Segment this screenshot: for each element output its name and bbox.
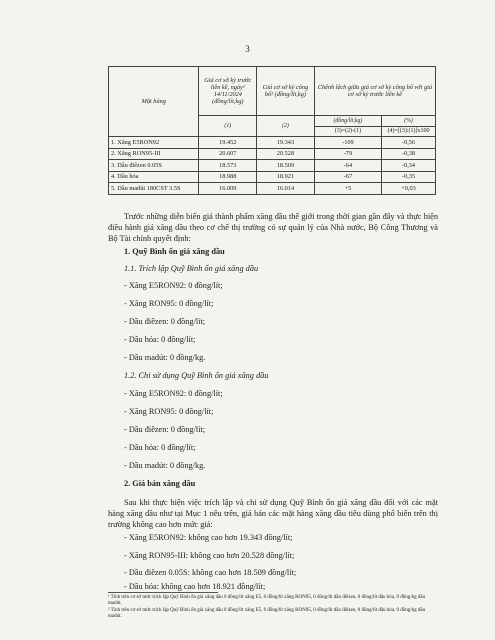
section-1-1-title: 1.1. Trích lập Quỹ Bình ổn giá xăng dầu [124, 264, 259, 273]
row-prev: 16.009 [199, 183, 257, 195]
row-curr: 19.343 [257, 137, 315, 149]
row-diff: -67 [314, 171, 381, 183]
footnotes [108, 595, 438, 621]
row-pct: -0,56 [382, 137, 436, 149]
list-item: - Dầu hỏa: 0 đồng/lít; [124, 443, 196, 452]
list-item: - Dầu hỏa: không cao hơn 18.921 đồng/lít; [124, 582, 266, 591]
row-curr: 18.921 [257, 171, 315, 183]
row-name: 2. Xăng RON95-III [109, 148, 199, 160]
row-prev: 20.607 [199, 148, 257, 160]
section-2-paragraph: Sau khi thực hiện việc trích lập và chi sử dụng Quỹ Bình ổn giá xăng dầu đối với các mặt hàng xăng dầu như tại Mục 1 nêu trên, giá bán các mặt hàng xăng dầu tiêu dùng phổ biến trên thị trường không cao hơn mức giá: [108, 498, 438, 529]
list-item: - Xăng RON95-III: không cao hơn 20.528 đồng/lít; [124, 551, 295, 560]
row-name: 5. Dầu madút 180CST 3.5S [109, 183, 199, 195]
row-curr: 16.014 [257, 183, 315, 195]
list-item: - Xăng E5RON92: 0 đồng/lít; [124, 389, 223, 398]
col-index-4: (4)=[(3):(1)]x100 [382, 127, 436, 137]
row-name: 1. Xăng E5RON92 [109, 137, 199, 149]
header-diff-pct-unit: (%) [382, 116, 436, 127]
list-item: - Xăng RON95: 0 đồng/lít; [124, 299, 214, 308]
section-1-2-title: 1.2. Chi sử dụng Quỹ Bình ổn giá xăng dầu [124, 371, 269, 380]
table-row [109, 160, 436, 172]
header-diff-abs-unit: (đồng/lít,kg) [314, 116, 381, 127]
row-pct: -0,35 [382, 171, 436, 183]
row-diff: -64 [314, 160, 381, 172]
col-index-1: (1) [199, 116, 257, 137]
table-row [109, 137, 436, 149]
table-row [109, 148, 436, 160]
header-prev-price: Giá cơ sở kỳ trước liền kề, ngày¹ 14/11/2024 (đồng/lít,kg) [199, 67, 257, 116]
row-diff: +5 [314, 183, 381, 195]
page-number: 3 [245, 44, 250, 54]
row-prev: 19.452 [199, 137, 257, 149]
row-prev: 18.988 [199, 171, 257, 183]
intro-paragraph: Trước những diễn biến giá thành phẩm xăng dầu thế giới trong thời gian gần đây và thực hiện điều hành giá xăng dầu theo cơ chế thị trường có sự quản lý của Nhà nước, Bộ Công Thương và Bộ Tài chính quyết định: [108, 212, 438, 243]
footnote-2: ² Tính trên cơ sở mức trích lập Quỹ Bình ổn giá xăng dầu 0 đồng/lít xăng E5, 0 đồng/lít xăng RON95, 0 đồng/lít dầu điêzen, 0 đồng/lít dầu hỏa, 0 đồng/kg dầu madút. [108, 607, 426, 620]
list-item: - Dầu hỏa: 0 đồng/lít; [124, 335, 196, 344]
row-curr: 18.509 [257, 160, 315, 172]
price-table [108, 66, 436, 195]
list-item: - Xăng RON95: 0 đồng/lít; [124, 407, 214, 416]
row-pct: +0,03 [382, 183, 436, 195]
row-curr: 20.528 [257, 148, 315, 160]
list-item: - Dầu điêzen: 0 đồng/lít; [124, 317, 206, 326]
row-prev: 18.573 [199, 160, 257, 172]
header-curr-price: Giá cơ sở kỳ công bố² (đồng/lít,kg) [257, 67, 315, 116]
row-pct: -0,34 [382, 160, 436, 172]
footnote-divider [108, 592, 218, 593]
col-index-2: (2) [257, 116, 315, 137]
row-name: 3. Dầu điêzen 0.05S [109, 160, 199, 172]
table-row [109, 171, 436, 183]
list-item: - Dầu điêzen: 0 đồng/lít; [124, 425, 206, 434]
section-2-title: 2. Giá bán xăng dầu [124, 479, 196, 488]
row-name: 4. Dầu hỏa [109, 171, 199, 183]
table-row [109, 183, 436, 195]
footnote-1: ¹ Tính trên cơ sở mức trích lập Quỹ Bình ổn giá xăng dầu 0 đồng/lít xăng E5, 0 đồng/lít xăng RON95, 0 đồng/lít dầu điêzen, 0 đồng/lít dầu hỏa, 0 đồng/kg dầu madút. [108, 595, 426, 607]
header-difference: Chênh lệch giữa giá cơ sở kỳ công bố với giá cơ sở kỳ trước liền kề [314, 67, 435, 116]
col-index-3: (3)=(2)-(1) [314, 127, 381, 137]
row-pct: -0,38 [382, 148, 436, 160]
header-item: Mặt hàng [109, 67, 199, 137]
list-item: - Dầu madút: 0 đồng/kg. [124, 353, 206, 362]
list-item: - Xăng E5RON92: 0 đồng/lít; [124, 281, 223, 290]
list-item: - Dầu madút: 0 đồng/kg. [124, 461, 206, 470]
list-item: - Xăng E5RON92: không cao hơn 19.343 đồng/lít; [124, 533, 293, 542]
row-diff: -109 [314, 137, 381, 149]
table-header-row [109, 67, 436, 116]
row-diff: -79 [314, 148, 381, 160]
section-1-title: 1. Quỹ Bình ổn giá xăng dầu [124, 247, 225, 256]
list-item: - Dầu điêzen 0.05S: không cao hơn 18.509 đồng/lít; [124, 568, 297, 577]
